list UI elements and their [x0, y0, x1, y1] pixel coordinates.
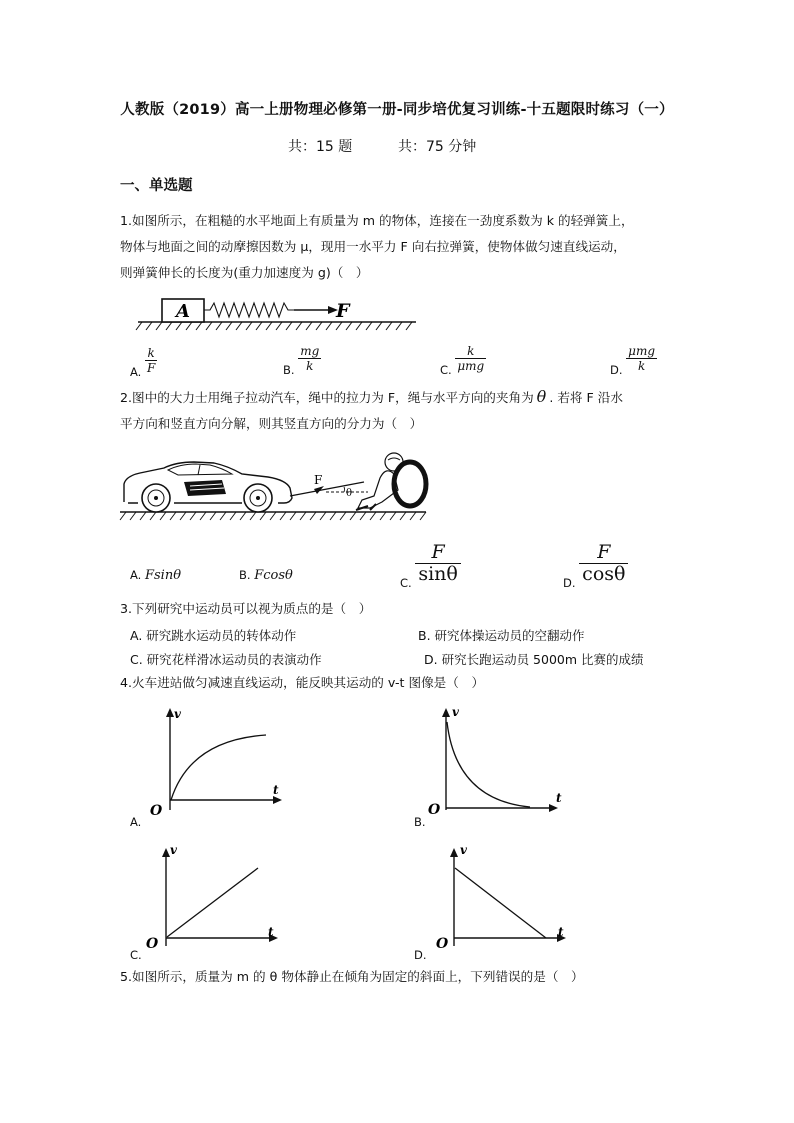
option-label: D.	[563, 576, 576, 590]
vt-line	[455, 868, 546, 938]
option-a[interactable]	[130, 568, 181, 583]
numerator: k	[455, 344, 486, 359]
numerator: F	[579, 542, 628, 564]
option-label: B.	[283, 363, 295, 377]
force-label: F	[336, 300, 350, 322]
question-5: 5.如图所示，质量为 m 的 θ 物体静止在倾角为固定的斜面上，下列错误的是（ ）	[120, 969, 584, 984]
x-axis-label: t	[273, 783, 279, 797]
y-axis-label: v	[170, 843, 177, 857]
denominator: μmg	[457, 359, 485, 373]
numerator: μmg	[628, 344, 656, 358]
denominator: k	[306, 359, 314, 373]
page-title: 人教版（2019）高一上册物理必修第一册-同步培优复习训练-十五题限时练习（一）	[120, 102, 674, 118]
question-1-line: 则弹簧伸长的长度为(重力加速度为 g)（ ）	[120, 265, 369, 280]
vt-graph-a	[140, 700, 290, 820]
block-label: A	[176, 301, 190, 322]
numerator: F	[415, 542, 461, 564]
option-b[interactable]: B.	[414, 815, 426, 829]
option-label: C.	[440, 363, 452, 377]
question-2-line: 2.图中的大力士用绳子拉动汽车，绳中的拉力为 F，绳与水平方向的夹角为	[120, 390, 534, 405]
option-b[interactable]: B. 研究体操运动员的空翻动作	[418, 628, 585, 643]
origin-label: O	[428, 802, 441, 818]
option-d[interactable]: D.	[414, 948, 427, 962]
denominator: sinθ	[418, 563, 458, 585]
y-axis-label: v	[460, 843, 467, 857]
vt-curve	[171, 735, 266, 800]
origin-label: O	[436, 936, 449, 952]
question-3: 3.下列研究中运动员可以视为质点的是（ ）	[120, 601, 372, 616]
option-d[interactable]	[610, 344, 657, 377]
section-heading: 一、单选题	[120, 178, 193, 194]
denominator: k	[637, 359, 646, 373]
theta-symbol: θ	[536, 387, 547, 406]
option-a[interactable]	[130, 346, 157, 379]
option-c[interactable]: C. 研究花样滑冰运动员的表演动作	[130, 652, 322, 667]
denominator: F	[146, 361, 156, 375]
question-2-line: . 若将 F 沿水	[549, 390, 623, 405]
force-label: F	[314, 473, 323, 487]
question-1-line: 1.如图所示，在粗糙的水平地面上有质量为 m 的物体，连接在一劲度系数为 k 的轻弹簧上，	[120, 213, 634, 228]
vt-graph-d	[420, 840, 570, 952]
x-axis-label: t	[268, 925, 274, 939]
numerator: mg	[300, 344, 320, 358]
spring	[204, 303, 294, 317]
vt-line	[167, 868, 258, 937]
question-2-line: 平方向和竖直方向分解，则其竖直方向的分力为（ ）	[120, 416, 423, 431]
y-axis-label: v	[174, 707, 181, 721]
option-text: Fcosθ	[254, 568, 293, 583]
rope	[290, 482, 364, 496]
option-a[interactable]: A. 研究跳水运动员的转体动作	[130, 628, 297, 643]
option-c[interactable]: C.	[130, 948, 142, 962]
origin-label: O	[150, 803, 163, 819]
question-1-line: 物体与地面之间的动摩擦因数为 μ，现用一水平力 F 向右拉弹簧，使物体做匀速直线运动，	[120, 239, 626, 254]
question-count: 共：15 题	[288, 139, 353, 155]
option-d[interactable]: D. 研究长跑运动员 5000m 比赛的成绩	[424, 652, 644, 667]
option-c[interactable]	[400, 542, 461, 590]
x-axis-label: t	[558, 925, 564, 939]
question-2	[120, 384, 623, 437]
question-1	[120, 208, 634, 286]
origin-label: O	[146, 936, 159, 952]
question-4: 4.火车进站做匀减速直线运动，能反映其运动的 v-t 图像是（ ）	[120, 675, 485, 690]
option-text: Fsinθ	[144, 568, 182, 583]
vt-graph-b	[420, 700, 570, 820]
time-limit: 共：75 分钟	[398, 139, 477, 155]
option-label: B.	[239, 568, 251, 582]
car-pulling-figure	[118, 446, 430, 524]
option-a[interactable]: A.	[130, 815, 142, 829]
vt-curve	[447, 722, 530, 807]
option-label: A.	[130, 365, 142, 379]
denominator: cosθ	[582, 563, 626, 585]
option-c[interactable]	[440, 344, 486, 377]
y-axis-label: v	[452, 705, 459, 719]
angle-label: θ	[346, 488, 353, 499]
option-b[interactable]	[239, 568, 293, 583]
option-d[interactable]	[563, 542, 628, 590]
option-label: C.	[400, 576, 412, 590]
option-label: A.	[130, 568, 142, 582]
vt-graph-c	[140, 840, 290, 952]
tire	[394, 462, 426, 506]
option-b[interactable]	[283, 344, 321, 377]
x-axis-label: t	[556, 791, 562, 805]
spring-block-figure	[130, 292, 430, 336]
option-label: D.	[610, 363, 623, 377]
numerator: k	[145, 346, 157, 361]
